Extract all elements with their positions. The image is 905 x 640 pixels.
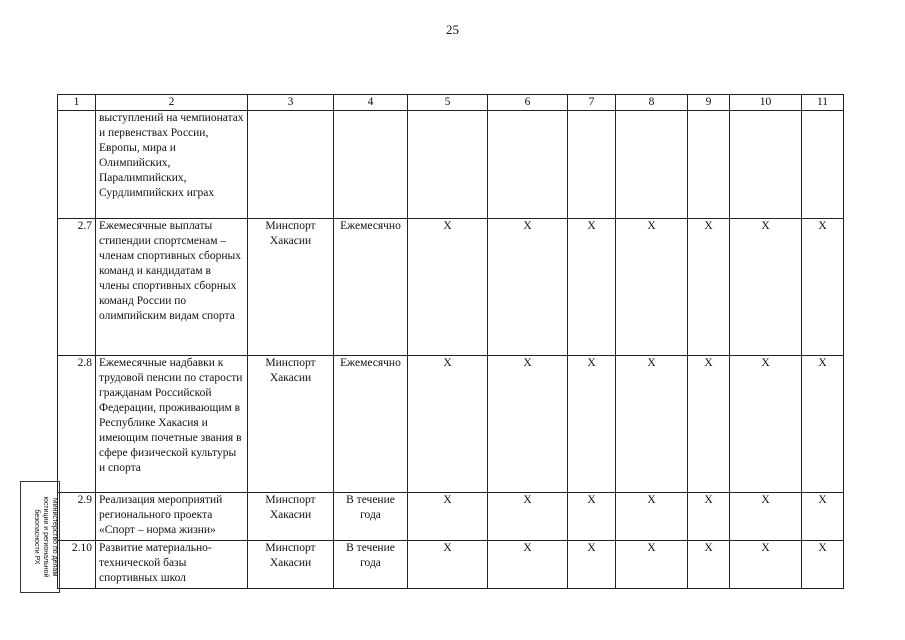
stamp-text	[21, 482, 59, 592]
header-cell: 11	[802, 95, 844, 111]
row-mark: X	[802, 493, 844, 541]
row-mark: X	[568, 493, 616, 541]
row-mark: X	[488, 219, 568, 356]
row-mark: X	[802, 356, 844, 493]
row-period: В течение года	[334, 541, 408, 589]
row-description: Развитие материально-технической базы спортивных школ	[96, 541, 248, 589]
row-executor: Минспорт Хакасии	[248, 219, 334, 356]
row-executor: Минспорт Хакасии	[248, 493, 334, 541]
row-number: 2.8	[58, 356, 96, 493]
row-mark: X	[730, 493, 802, 541]
continuation-row	[58, 111, 844, 219]
row-mark: X	[568, 541, 616, 589]
row-number	[58, 111, 96, 219]
header-cell: 1	[58, 95, 96, 111]
row-mark: X	[616, 541, 688, 589]
table-row	[58, 541, 844, 589]
row-mark: X	[616, 493, 688, 541]
row-number: 2.10	[58, 541, 96, 589]
row-mark: X	[408, 493, 488, 541]
row-mark: X	[408, 356, 488, 493]
stamp-line: безопасности РХ	[33, 509, 40, 565]
row-mark: X	[730, 541, 802, 589]
header-cell: 10	[730, 95, 802, 111]
row-period: В течение года	[334, 493, 408, 541]
header-cell: 2	[96, 95, 248, 111]
row-mark: X	[568, 356, 616, 493]
row-mark: X	[688, 493, 730, 541]
row-mark: X	[730, 219, 802, 356]
continuation-text: выступлений на чемпионатах и первенствах России, Европы, мира и Олимпийских, Паралимпийских, Сурдлимпийских играх	[96, 111, 248, 219]
stamp-line: юстиции и региональной	[42, 496, 49, 578]
header-cell: 7	[568, 95, 616, 111]
program-table	[57, 94, 844, 589]
row-executor: Минспорт Хакасии	[248, 356, 334, 493]
registration-stamp	[20, 481, 60, 593]
header-cell: 3	[248, 95, 334, 111]
row-number: 2.7	[58, 219, 96, 356]
header-cell: 4	[334, 95, 408, 111]
row-description: Ежемесячные надбавки к трудовой пенсии по старости гражданам Российской Федерации, проживающим в Республике Хакасия и имеющим почетные звания в сфере физической культуры и спорта	[96, 356, 248, 493]
row-executor: Минспорт Хакасии	[248, 541, 334, 589]
header-row	[58, 95, 844, 111]
page-number: 25	[446, 22, 459, 37]
table-row	[58, 219, 844, 356]
row-period: Ежемесячно	[334, 356, 408, 493]
table-row	[58, 356, 844, 493]
row-description: Ежемесячные выплаты стипендии спортсменам – членам спортивных сборных команд и кандидатам в члены спортивных сборных команд России по олимпийским видам спорта	[96, 219, 248, 356]
row-mark: X	[488, 541, 568, 589]
row-mark: X	[802, 541, 844, 589]
row-mark: X	[688, 219, 730, 356]
row-mark: X	[568, 219, 616, 356]
row-mark: X	[616, 356, 688, 493]
header-cell: 6	[488, 95, 568, 111]
row-period: Ежемесячно	[334, 219, 408, 356]
stamp-line: Министерство по делам	[51, 497, 58, 577]
header-cell: 9	[688, 95, 730, 111]
row-description: Реализация мероприятий регионального проекта «Спорт – норма жизни»	[96, 493, 248, 541]
row-mark: X	[488, 493, 568, 541]
row-number: 2.9	[58, 493, 96, 541]
row-mark: X	[688, 541, 730, 589]
row-mark: X	[408, 219, 488, 356]
table-row	[58, 493, 844, 541]
row-mark: X	[408, 541, 488, 589]
header-cell: 8	[616, 95, 688, 111]
header-cell: 5	[408, 95, 488, 111]
row-mark: X	[616, 219, 688, 356]
row-mark: X	[488, 356, 568, 493]
row-mark: X	[730, 356, 802, 493]
row-mark: X	[688, 356, 730, 493]
row-mark: X	[802, 219, 844, 356]
